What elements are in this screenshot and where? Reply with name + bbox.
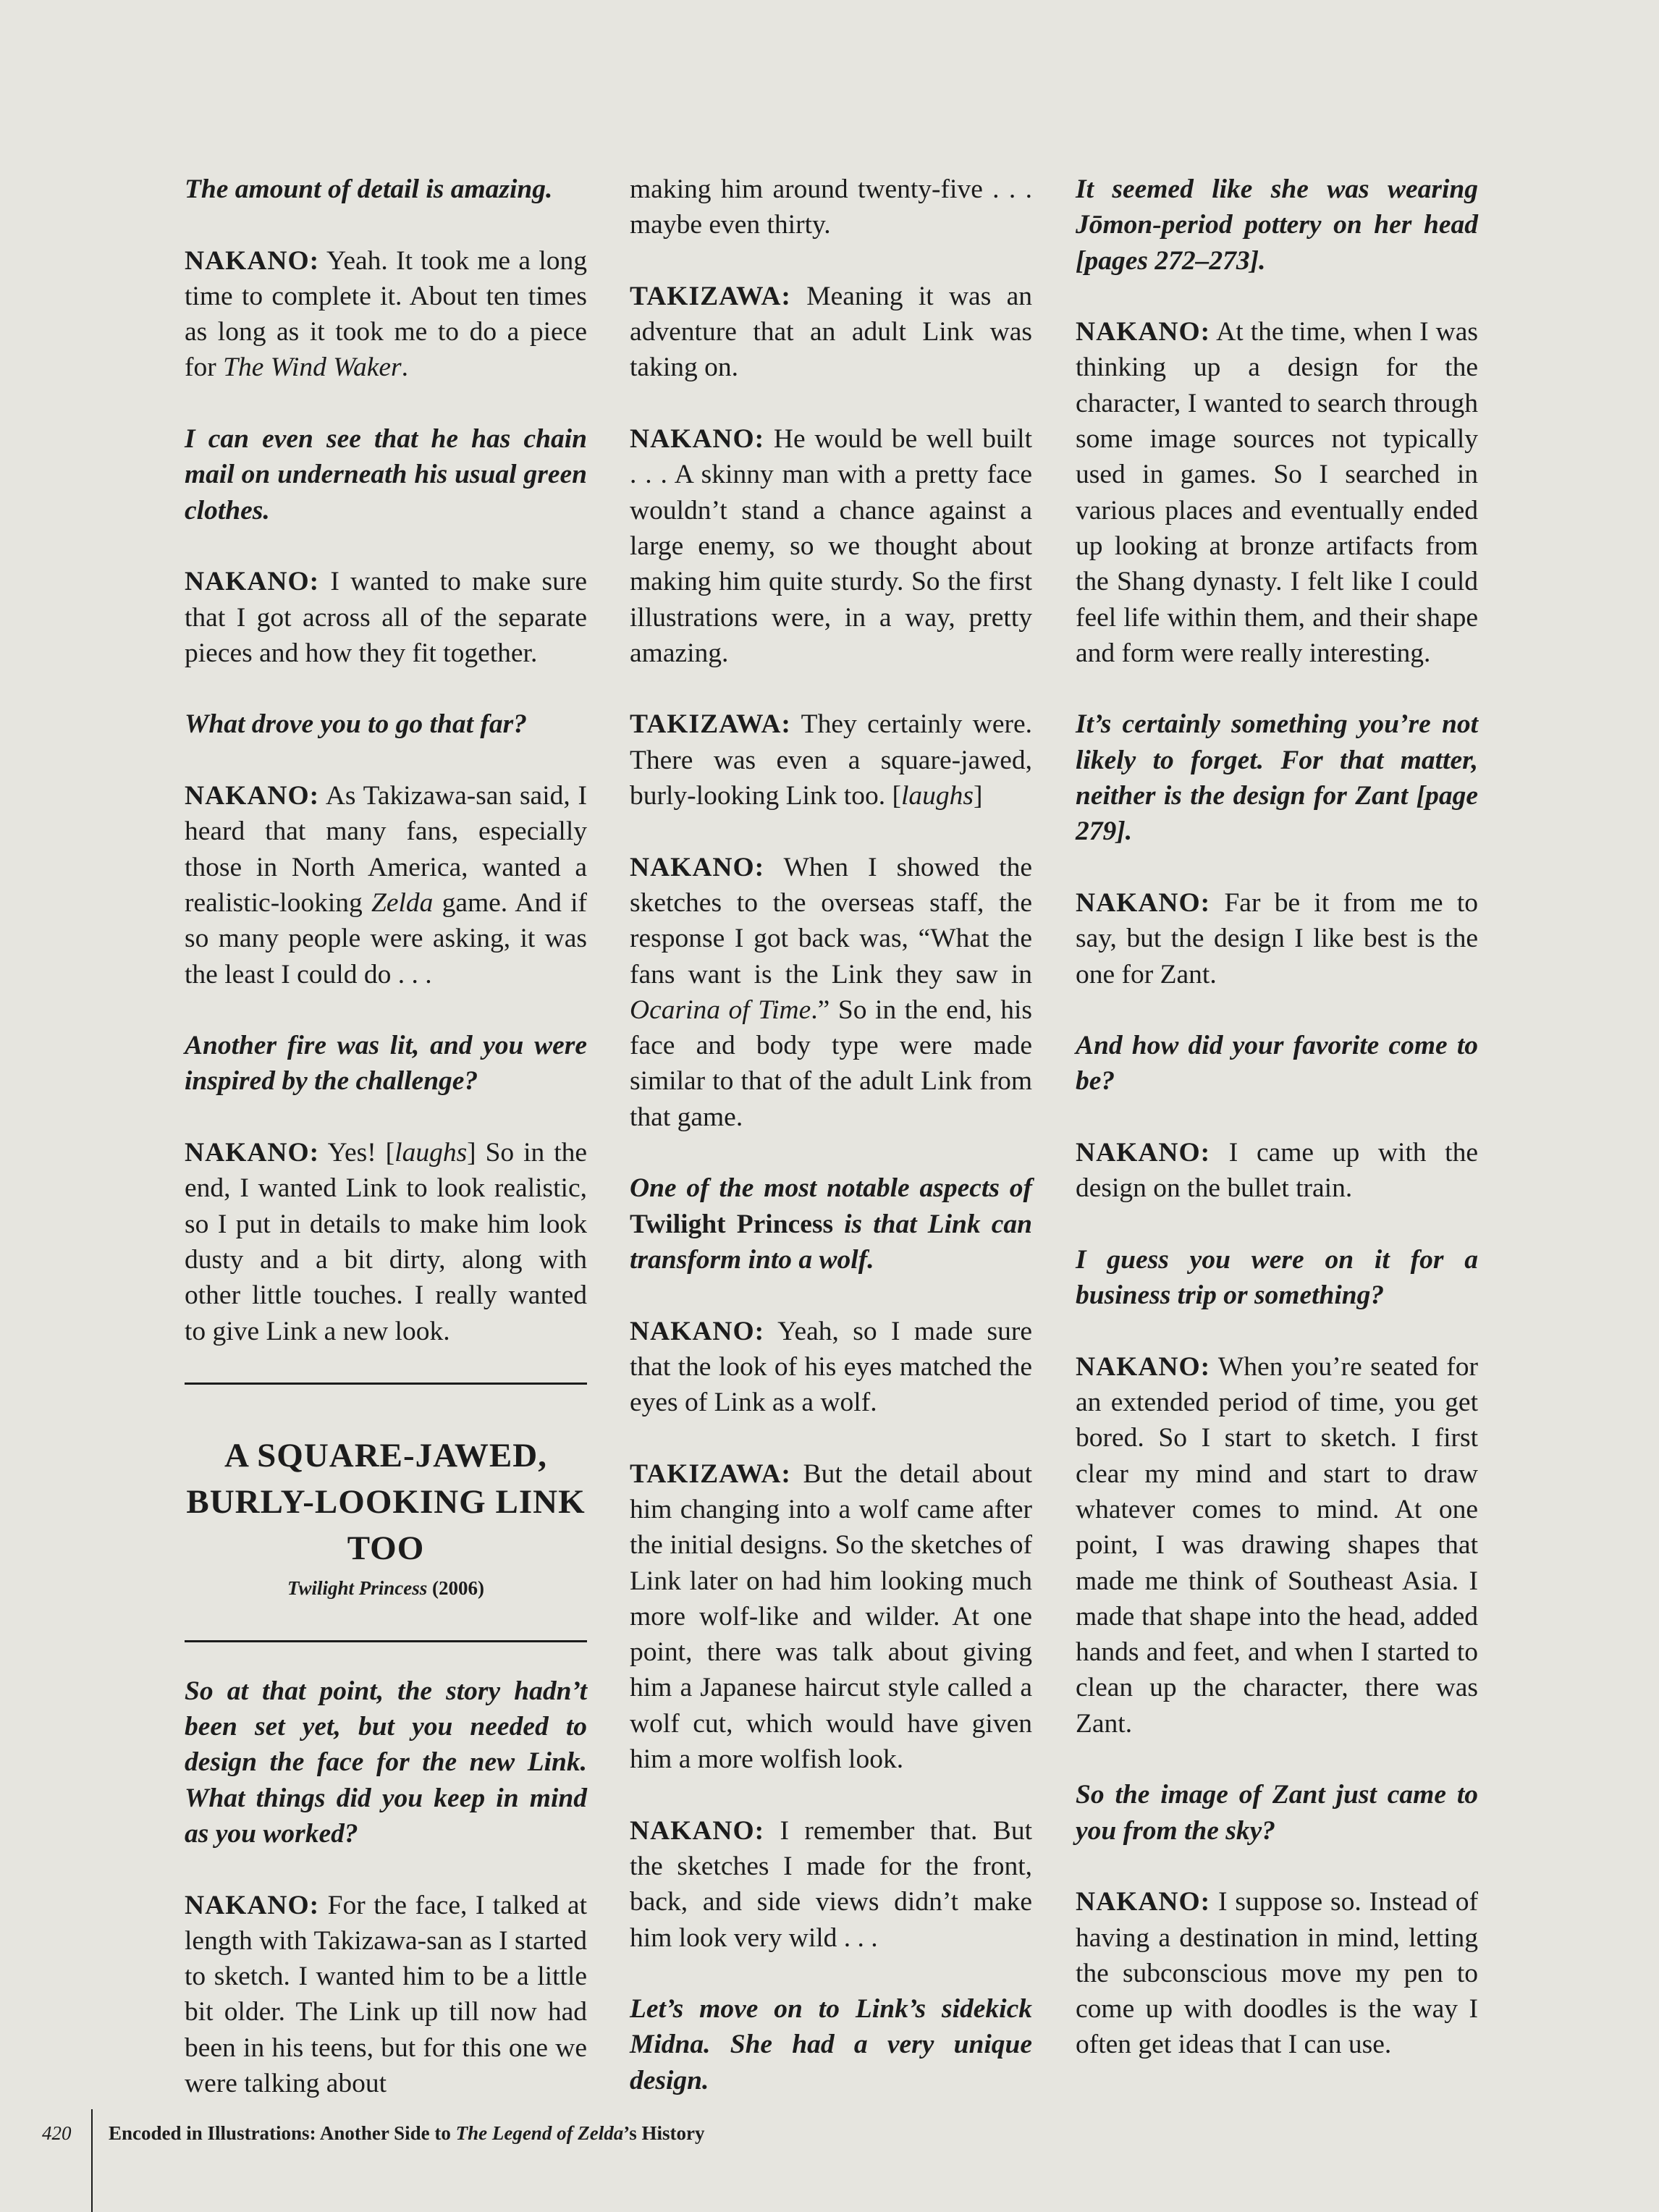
interview-answer: NAKANO: Yeah, so I made sure that the look of his eyes matched the eyes of Link as a wolf. — [630, 1316, 1032, 1418]
speaker-label: TAKIZAWA: — [630, 281, 791, 311]
speaker-label: TAKIZAWA: — [630, 709, 791, 740]
interview-answer: NAKANO: I remember that. But the sketches I made for the front, back, and side views didn’t make him look very wild . . . — [630, 1815, 1032, 1953]
speaker-label: NAKANO: — [630, 852, 765, 882]
interview-answer: NAKANO: When I showed the sketches to the overseas staff, the response I got back was, “What the fans want is the Link they saw in Ocarina of Time.” So in the end, his face and body type were made similar to that of the adult Link from that game. — [630, 852, 1033, 1132]
interview-answer: TAKIZAWA: Meaning it was an adventure that an adult Link was taking on. — [630, 281, 1032, 383]
interview-answer: TAKIZAWA: They certainly were. There was even a square-jawed, burly-looking Link too. [laughs] — [630, 709, 1032, 811]
footer-divider — [91, 2109, 93, 2212]
interview-answer: NAKANO: Far be it from me to say, but the design I like best is the one for Zant. — [1076, 887, 1478, 989]
game-title: Twilight Princess — [630, 1209, 834, 1239]
interview-answer: NAKANO: As Takizawa-san said, I heard that many fans, especially those in North America, wanted a realistic-looking Zelda game. And if so many people were asking, it was the least I could do . . . — [185, 781, 587, 989]
interview-answer: NAKANO: At the time, when I was thinking up a design for the character, I wanted to search through some image sources not typically used in games. So I searched in various places and eventually ended up looking at bronze artifacts from the Shang dynasty. I felt like I could feel life within them, and their shape and form were really interesting. — [1076, 317, 1478, 668]
interview-answer: TAKIZAWA: But the detail about him changing into a wolf came after the initial designs. So the sketches of Link later on had him looking much more wolf-like and wilder. At one point, there was talk about giving him a Japanese haircut style called a wolf cut, which would have given him a more wolfish look. — [630, 1459, 1032, 1775]
speaker-label: NAKANO: — [630, 424, 765, 455]
game-title: Ocarina of Time — [630, 995, 811, 1025]
interview-question: One of the most notable aspects of Twilight Princess is that Link can transform into a wolf. — [630, 1173, 1032, 1275]
speaker-label: NAKANO: — [1076, 887, 1211, 918]
speaker-label: NAKANO: — [1076, 317, 1211, 347]
book-title: The Legend of Zelda — [455, 2122, 624, 2144]
interview-question: So at that point, the story hadn’t been set yet, but you needed to design the face for the new Link. What things did you keep in mind as you worked? — [185, 1676, 587, 1849]
interview-answer: NAKANO: For the face, I talked at length with Takizawa-san as I started to sketch. I wanted him to be a little bit older. The Link up till now had been in his teens, but for this one we were talking about — [185, 1890, 587, 2099]
game-title: Zelda — [371, 887, 434, 918]
speaker-label: NAKANO: — [185, 567, 320, 597]
section-subtitle: Twilight Princess (2006) — [287, 1576, 484, 1599]
interview-answer: NAKANO: I suppose so. Instead of having a destination in mind, letting the subconscious move my pen to come up with doodles is the way I often get ideas that I can use. — [1076, 1887, 1478, 2060]
speaker-label: NAKANO: — [630, 1316, 765, 1346]
speaker-label: NAKANO: — [185, 781, 320, 811]
interview-question: The amount of detail is amazing. — [185, 174, 553, 204]
page-footer — [0, 2095, 1659, 2212]
speaker-label: NAKANO: — [185, 245, 320, 276]
interview-question: And how did your favorite come to be? — [1076, 1031, 1478, 1097]
interview-question: Let’s move on to Link’s sidekick Midna. She had a very unique design. — [630, 1994, 1032, 2095]
speaker-label: NAKANO: — [630, 1815, 765, 1846]
interview-question: It’s certainly something you’re not likely to forget. For that matter, neither is the design for Zant [page 279]. — [1076, 709, 1478, 847]
speaker-label: NAKANO: — [1076, 1351, 1211, 1382]
right-column — [1076, 172, 1478, 2098]
interview-question: Another fire was lit, and you were inspired by the challenge? — [185, 1031, 587, 1097]
page-number: 420 — [42, 2122, 72, 2144]
interview-question: I guess you were on it for a business trip or something? — [1076, 1244, 1478, 1311]
interview-answer: NAKANO: Yeah. It took me a long time to complete it. About ten times as long as it took me to do a piece for The Wind Waker. — [185, 245, 587, 383]
running-footer-title: Encoded in Illustrations: Another Side to The Legend of Zelda’s History — [109, 2122, 705, 2144]
interview-answer: NAKANO: He would be well built . . . A skinny man with a pretty face wouldn’t stand a chance against a large enemy, so we thought about making him quite sturdy. So the first illustrations were, in a way, pretty amazing. — [630, 424, 1032, 668]
interview-answer: NAKANO: When you’re seated for an extended period of time, you get bored. So I start to sketch. I first clear my mind and start to draw whatever comes to mind. At one point, I was drawing shapes that made me think of Southeast Asia. I made that shape into the head, added hands and feet, and when I started to clean up the character, there was Zant. — [1076, 1351, 1478, 1739]
interview-question: What drove you to go that far? — [185, 709, 527, 740]
interview-answer: NAKANO: I wanted to make sure that I got across all of the separate pieces and how they fit together. — [185, 567, 587, 668]
interview-question: It seemed like she was wearing Jōmon-period pottery on her head [pages 272–273]. — [1076, 174, 1478, 276]
game-title: The Wind Waker — [223, 353, 402, 383]
interview-answer: NAKANO: Yes! [laughs] So in the end, I wanted Link to look realistic, so I put in details to make him look dusty and a bit dirty, along with other little touches. I really wanted to give Link a new look. — [185, 1138, 588, 1346]
section-heading — [185, 1385, 587, 1640]
interview-answer: NAKANO: I came up with the design on the bullet train. — [1076, 1138, 1478, 1204]
interview-question: So the image of Zant just came to you from the sky? — [1076, 1780, 1478, 1846]
speaker-label: NAKANO: — [1076, 1887, 1211, 1917]
left-column — [185, 172, 587, 2137]
speaker-label: TAKIZAWA: — [630, 1459, 791, 1489]
game-title: Twilight Princess — [287, 1576, 428, 1599]
speaker-label: NAKANO: — [185, 1138, 320, 1168]
interview-question: I can even see that he has chain mail on underneath his usual green clothes. — [185, 424, 587, 525]
middle-column — [630, 172, 1032, 2134]
interview-answer-continued: making him around twenty-five . . . maybe even thirty. — [630, 174, 1032, 240]
speaker-label: NAKANO: — [185, 1890, 320, 1920]
speaker-label: NAKANO: — [1076, 1138, 1211, 1168]
section-title: A SQUARE-JAWED, BURLY-LOOKING LINK TOO — [186, 1436, 586, 1567]
